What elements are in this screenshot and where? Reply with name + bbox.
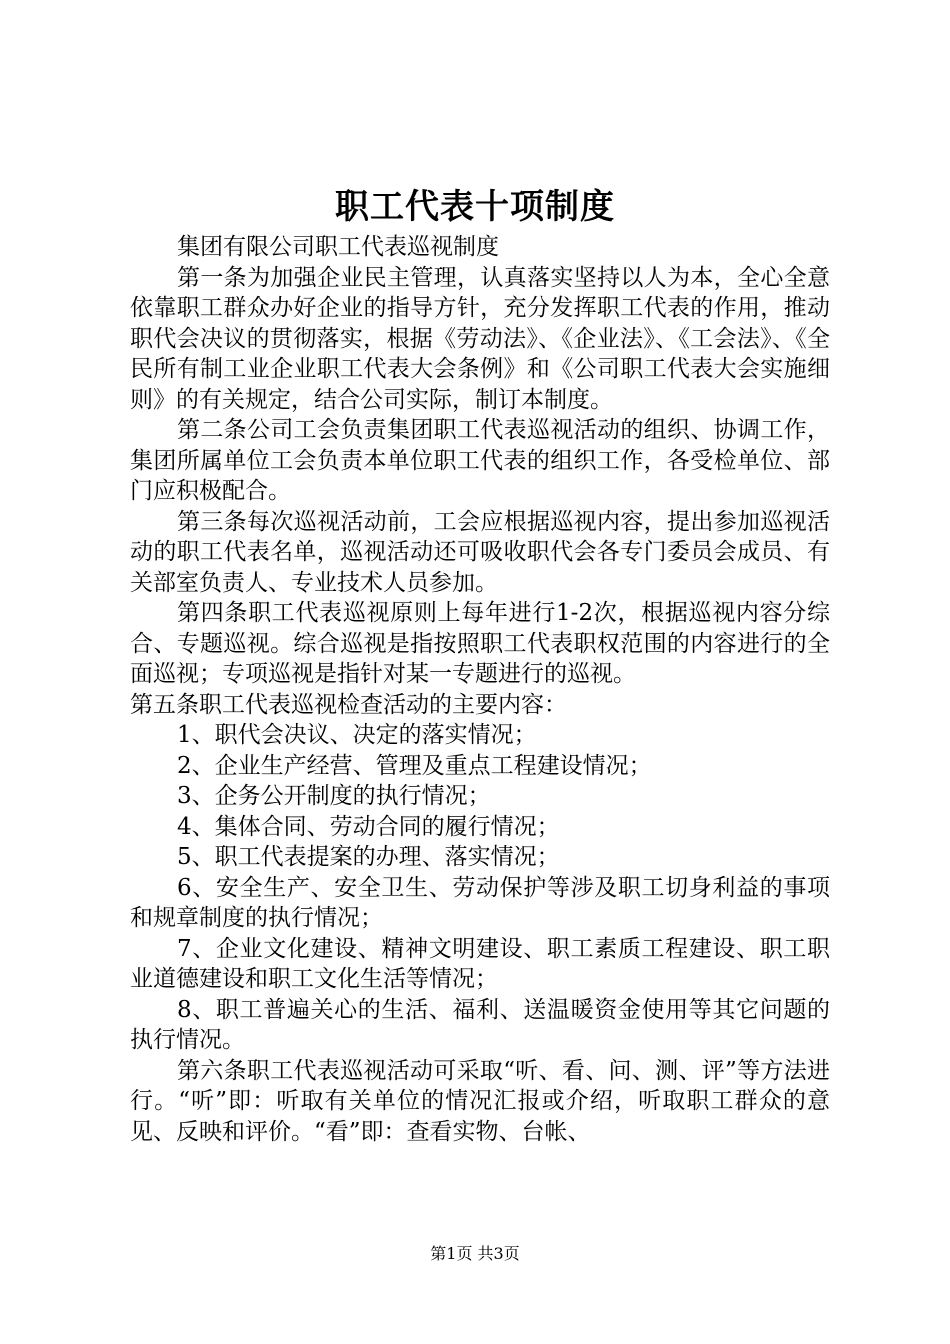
list-item-4: 4、集体合同、劳动合同的履行情况； <box>177 813 560 840</box>
article-4: 第四条职工代表巡视原则上每年进行1-2次，根据巡视内容分综合、专题巡视。综合巡视是指按照职工代表职权范围的内容进行的全面巡视；专项巡视是指针对某一专题进行的巡视。 <box>130 600 830 687</box>
list-item-8: 8、职工普遍关心的生活、福利、送温暖资金使用等其它问题的执行情况。 <box>130 996 830 1053</box>
list-item-3: 3、企务公开制度的执行情况； <box>177 783 491 809</box>
subtitle: 集团有限公司职工代表巡视制度 <box>177 234 499 260</box>
list-item-1: 1、职代会决议、决定的落实情况； <box>177 722 537 748</box>
page-footer: 第1页 共3页 <box>430 1244 520 1263</box>
document-title: 职工代表十项制度 <box>335 187 615 227</box>
list-item-6: 6、安全生产、安全卫生、劳动保护等涉及职工切身利益的事项和规章制度的执行情况； <box>130 874 830 931</box>
article-2: 第二条公司工会负责集团职工代表巡视活动的组织、协调工作，集团所属单位工会负责本单位职工代表的组织工作，各受检单位、部门应积极配合。 <box>130 417 830 504</box>
article-3: 第三条每次巡视活动前，工会应根据巡视内容，提出参加巡视活动的职工代表名单，巡视活动还可吸收职代会各专门委员会成员、有关部室负责人、专业技术人员参加。 <box>130 508 830 596</box>
list-item-7: 7、企业文化建设、精神文明建设、职工素质工程建设、职工职业道德建设和职工文化生活等情况； <box>130 935 830 992</box>
article-6: 第六条职工代表巡视活动可采取“听、看、问、测、评”等方法进行。“听”即：听取有关单位的情况汇报或介绍，听取职工群众的意见、反映和评价。“看”即：查看实物、台帐、 <box>130 1057 830 1145</box>
document-body <box>130 232 830 1147</box>
list-item-5: 5、职工代表提案的办理、落实情况； <box>177 844 560 870</box>
article-5-heading: 第五条职工代表巡视检查活动的主要内容： <box>130 691 567 718</box>
article-1: 第一条为加强企业民主管理，认真落实坚持以人为本，全心全意依靠职工群众办好企业的指导方针，充分发挥职工代表的作用，推动职代会决议的贯彻落实，根据《劳动法》、《企业法》、《工会法》、《全民所有制工业企业职工代表大会条例》和《公司职工代表大会实施细则》的有关规定，结合公司实际，制订本制度。 <box>130 264 830 413</box>
list-item-2: 2、企业生产经营、管理及重点工程建设情况； <box>177 752 652 779</box>
